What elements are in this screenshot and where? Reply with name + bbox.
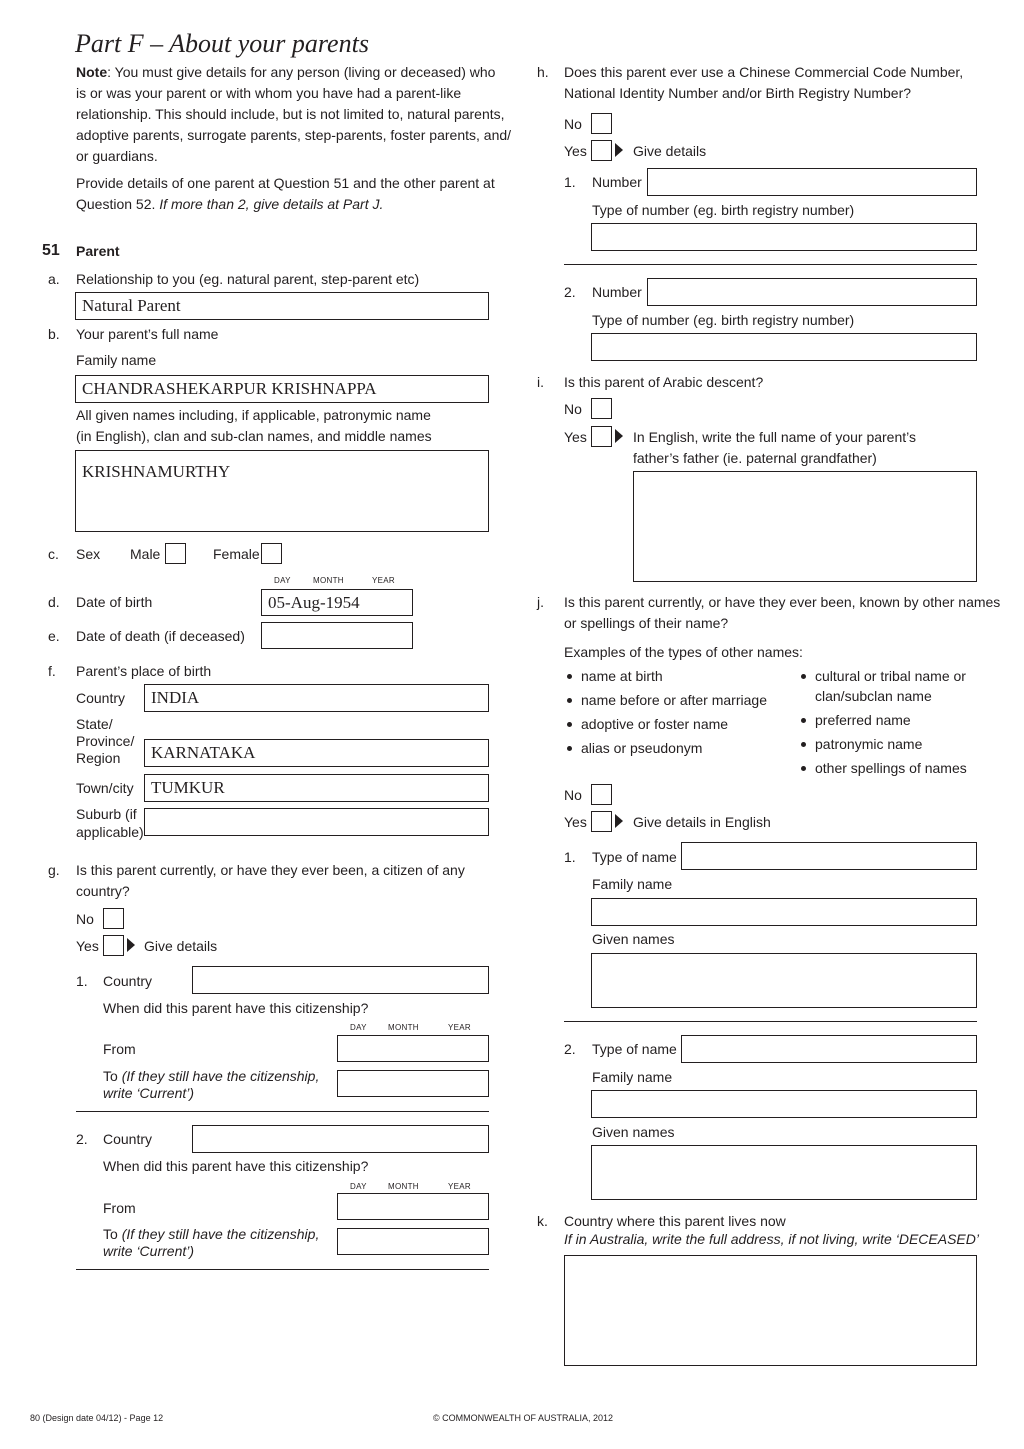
lives-now-row-tick-1 — [564, 1279, 565, 1287]
dob-label: Date of birth — [76, 594, 153, 610]
other-name-2-given-field[interactable] — [591, 1145, 977, 1200]
pob-state-label-1: State/ — [76, 716, 113, 732]
full-name-label: Your parent’s full name — [76, 326, 219, 342]
item-f-letter: f. — [48, 663, 56, 679]
citizenship-2-from-label: From — [103, 1200, 136, 1216]
pob-state-field[interactable] — [144, 739, 489, 767]
item-c-letter: c. — [48, 546, 59, 562]
note-line-2: is or was your parent or with whom you have had a parent-like — [76, 85, 462, 101]
id-number-question-1: Does this parent ever use a Chinese Commercial Code Number, — [564, 64, 964, 80]
item-a-letter: a. — [48, 271, 60, 287]
given-names-row-tick-1 — [75, 477, 76, 485]
grandfather-row-tick-4 — [976, 495, 977, 503]
id-number-give-details: Give details — [633, 143, 707, 159]
item-k-letter: k. — [537, 1213, 548, 1229]
lives-now-row-tick-4 — [976, 1279, 977, 1287]
arrow-right-icon — [615, 429, 623, 443]
female-checkbox[interactable] — [261, 543, 282, 564]
other-names-yes-label: Yes — [564, 814, 587, 830]
bullet-icon — [801, 674, 806, 679]
note-label: Note — [76, 64, 108, 80]
note-text-1: : You must give details for any person (living or deceased) who — [107, 64, 496, 80]
note-line-4: adoptive parents, surrogate parents, step-parents, foster parents, and/ — [76, 127, 512, 143]
id-number-1-type-field[interactable] — [591, 223, 977, 251]
divider — [564, 264, 977, 265]
note-line-5: or guardians. — [76, 148, 158, 164]
bullet-icon — [567, 746, 572, 751]
citizenship-no-label: No — [76, 911, 94, 927]
bullet-icon — [567, 674, 572, 679]
example-right-1: cultural or tribal name or — [815, 668, 966, 684]
citizenship-2-when-label: When did this parent have this citizenship? — [103, 1158, 369, 1174]
example-right-4: other spellings of names — [815, 760, 967, 776]
item-i-letter: i. — [537, 374, 544, 390]
arrow-right-icon — [615, 143, 623, 157]
other-names-question-2: or spellings of their name? — [564, 615, 729, 631]
item-h-letter: h. — [537, 64, 549, 80]
other-name-2-type-label: Type of name — [592, 1041, 677, 1057]
female-label: Female — [213, 546, 260, 562]
citizenship-2-to-label-2: write ‘Current’) — [103, 1243, 195, 1259]
divider — [564, 1021, 977, 1022]
grandfather-row-tick-6 — [976, 548, 977, 556]
citizenship-2-day-header: DAY — [350, 1182, 367, 1191]
example-left-4: alias or pseudonym — [581, 740, 703, 756]
item-d-letter: d. — [48, 594, 60, 610]
dob-value: 05-Aug-1954 — [268, 593, 360, 612]
bullet-icon — [801, 766, 806, 771]
provide-text: Question 52. — [76, 196, 160, 212]
arabic-no-checkbox[interactable] — [591, 398, 612, 419]
male-label: Male — [130, 546, 161, 562]
citizenship-1-to-label-2: write ‘Current’) — [103, 1085, 195, 1101]
id-number-2-type-field[interactable] — [591, 333, 977, 361]
page-title: Part F – About your parents — [75, 29, 369, 58]
other-name-2-row-tick-2 — [976, 1168, 977, 1176]
question-heading: Parent — [76, 243, 120, 259]
lives-now-row-tick-5 — [976, 1305, 977, 1313]
dob-year-header: YEAR — [372, 576, 395, 585]
pob-state-value: KARNATAKA — [151, 743, 256, 762]
citizenship-give-details: Give details — [144, 938, 218, 954]
lives-now-row-tick-2 — [564, 1305, 565, 1313]
given-names-value: KRISHNAMURTHY — [82, 462, 231, 481]
arabic-no-label: No — [564, 401, 582, 417]
arabic-yes-checkbox[interactable] — [591, 426, 612, 447]
provide-italic: If more than 2, give details at Part J. — [159, 196, 384, 212]
citizenship-2-number: 2. — [76, 1131, 88, 1147]
other-names-no-label: No — [564, 787, 582, 803]
id-number-1-label: Number — [592, 174, 642, 190]
given-names-row-tick-4 — [488, 503, 489, 511]
citizenship-1-to-field[interactable] — [337, 1070, 489, 1097]
id-number-1-field[interactable] — [647, 168, 977, 196]
bullet-icon — [567, 722, 572, 727]
citizenship-1-year-header: YEAR — [448, 1023, 471, 1032]
citizenship-1-country-label: Country — [103, 973, 153, 989]
other-name-1-family-field[interactable] — [591, 898, 977, 926]
other-name-2-row-tick-1 — [591, 1168, 592, 1176]
arabic-instruction-1: In English, write the full name of your parent’s — [633, 429, 917, 445]
family-name-label: Family name — [76, 352, 157, 368]
other-names-no-checkbox[interactable] — [591, 784, 612, 805]
citizenship-1-country-field[interactable] — [192, 966, 489, 994]
bullet-icon — [801, 742, 806, 747]
other-name-1-index: 1. — [564, 849, 576, 865]
item-g-letter: g. — [48, 862, 60, 878]
citizenship-yes-label: Yes — [76, 938, 99, 954]
given-names-label-1: All given names including, if applicable, patronymic name — [76, 407, 431, 423]
lives-now-label: Country where this parent lives now — [564, 1213, 786, 1229]
citizenship-1-number: 1. — [76, 973, 88, 989]
citizenship-1-when-label: When did this parent have this citizenship? — [103, 1000, 369, 1016]
lives-now-instruction: If in Australia, write the full address, if not living, write ‘DECEASED’ — [564, 1231, 979, 1247]
lives-now-row-tick-6 — [976, 1332, 977, 1340]
lives-now-field[interactable] — [564, 1255, 977, 1366]
given-names-label-2: (in English), clan and sub-clan names, and middle names — [76, 428, 432, 444]
lives-now-row-tick-3 — [564, 1332, 565, 1340]
other-name-1-type-field[interactable] — [681, 842, 977, 870]
example-right-2: preferred name — [815, 712, 911, 728]
relationship-label: Relationship to you (eg. natural parent, step-parent etc) — [76, 271, 420, 287]
arabic-descent-question: Is this parent of Arabic descent? — [564, 374, 764, 390]
arrow-right-icon — [615, 814, 623, 828]
dob-field[interactable] — [261, 589, 413, 616]
citizenship-1-to-italic: (If they still have the citizenship, — [121, 1068, 320, 1084]
given-names-row-tick-2 — [75, 503, 76, 511]
pob-town-field[interactable] — [144, 774, 489, 802]
other-name-2-type-field[interactable] — [681, 1035, 977, 1063]
citizenship-1-month-header: MONTH — [388, 1023, 419, 1032]
grandfather-row-tick-3 — [633, 548, 634, 556]
citizenship-2-from-field[interactable] — [337, 1193, 489, 1220]
id-number-1-type-label: Type of number (eg. birth registry number) — [592, 202, 855, 218]
example-left-1: name at birth — [581, 668, 663, 684]
citizenship-2-country-label: Country — [103, 1131, 153, 1147]
pob-suburb-label-1: Suburb (if — [76, 806, 137, 822]
other-name-1-given-field[interactable] — [591, 953, 977, 1008]
bullet-icon — [801, 718, 806, 723]
dob-month-header: MONTH — [313, 576, 344, 585]
id-number-no-label: No — [564, 116, 582, 132]
id-number-yes-label: Yes — [564, 143, 587, 159]
citizenship-2-month-header: MONTH — [388, 1182, 419, 1191]
pob-country-label: Country — [76, 690, 126, 706]
id-number-yes-checkbox[interactable] — [591, 140, 612, 161]
note-line-1 — [76, 62, 495, 83]
sex-label: Sex — [76, 546, 101, 562]
other-name-1-family-label: Family name — [592, 876, 673, 892]
id-number-no-checkbox[interactable] — [591, 113, 612, 134]
citizenship-1-from-label: From — [103, 1041, 136, 1057]
dob-day-header: DAY — [274, 576, 291, 585]
citizenship-1-day-header: DAY — [350, 1023, 367, 1032]
item-b-letter: b. — [48, 326, 60, 342]
citizenship-yes-checkbox[interactable] — [103, 935, 124, 956]
citizenship-2-to-italic: (If they still have the citizenship, — [121, 1226, 320, 1242]
other-names-give-details: Give details in English — [633, 814, 771, 830]
id-number-1-index: 1. — [564, 174, 576, 190]
id-number-2-field[interactable] — [647, 278, 977, 306]
family-name-field[interactable] — [75, 375, 489, 403]
citizenship-2-year-header: YEAR — [448, 1182, 471, 1191]
grandfather-name-field[interactable] — [633, 471, 977, 582]
other-name-2-index: 2. — [564, 1041, 576, 1057]
dod-label: Date of death (if deceased) — [76, 628, 245, 644]
place-of-birth-label: Parent’s place of birth — [76, 663, 212, 679]
example-left-2: name before or after marriage — [581, 692, 767, 708]
other-names-yes-checkbox[interactable] — [591, 811, 612, 832]
other-names-question-1: Is this parent currently, or have they ever been, known by other names — [564, 594, 1001, 610]
other-name-1-type-label: Type of name — [592, 849, 677, 865]
provide-line-2 — [76, 194, 383, 215]
citizenship-2-to-field[interactable] — [337, 1228, 489, 1255]
other-name-2-family-field[interactable] — [591, 1090, 977, 1118]
citizenship-question-1: Is this parent currently, or have they ever been, a citizen of any — [76, 862, 465, 878]
arabic-yes-label: Yes — [564, 429, 587, 445]
other-name-1-given-label: Given names — [592, 931, 675, 947]
dod-field[interactable] — [261, 622, 413, 649]
id-number-2-type-label: Type of number (eg. birth registry number) — [592, 312, 855, 328]
footer-copyright: © COMMONWEALTH OF AUSTRALIA, 2012 — [433, 1413, 613, 1423]
pob-town-label: Town/city — [76, 780, 134, 796]
relationship-field[interactable] — [75, 292, 489, 320]
citizenship-2-to-label — [103, 1226, 319, 1243]
family-name-value: CHANDRASHEKARPUR KRISHNAPPA — [82, 379, 377, 398]
divider — [76, 1111, 489, 1112]
pob-suburb-label-2: applicable) — [76, 824, 144, 840]
other-name-2-given-label: Given names — [592, 1124, 675, 1140]
citizenship-no-checkbox[interactable] — [103, 908, 124, 929]
bullet-icon — [567, 698, 572, 703]
given-names-field[interactable] — [75, 450, 489, 532]
citizenship-1-to-text: To — [103, 1068, 122, 1084]
other-name-1-row-tick-1 — [591, 976, 592, 984]
arrow-right-icon — [127, 938, 135, 952]
grandfather-row-tick-5 — [976, 521, 977, 529]
note-line-3: relationship. This should include, but is not limited to, natural parents, — [76, 106, 505, 122]
example-right-1b: clan/subclan name — [815, 688, 932, 704]
question-number: 51 — [42, 242, 60, 259]
relationship-value: Natural Parent — [82, 296, 181, 315]
male-checkbox[interactable] — [165, 543, 186, 564]
citizenship-2-country-field[interactable] — [192, 1125, 489, 1153]
examples-label: Examples of the types of other names: — [564, 644, 803, 660]
id-number-2-index: 2. — [564, 284, 576, 300]
pob-suburb-field[interactable] — [144, 808, 489, 836]
citizenship-1-from-field[interactable] — [337, 1035, 489, 1062]
other-name-2-family-label: Family name — [592, 1069, 673, 1085]
grandfather-row-tick-2 — [633, 521, 634, 529]
given-names-row-tick-3 — [488, 477, 489, 485]
provide-line-1: Provide details of one parent at Question 51 and the other parent at — [76, 175, 495, 191]
grandfather-row-tick-1 — [633, 495, 634, 503]
citizenship-1-to-label — [103, 1068, 319, 1085]
pob-country-value: INDIA — [151, 688, 200, 707]
example-left-3: adoptive or foster name — [581, 716, 729, 732]
citizenship-2-to-text: To — [103, 1226, 122, 1242]
pob-country-field[interactable] — [144, 684, 489, 712]
id-number-question-2: National Identity Number and/or Birth Registry Number? — [564, 85, 912, 101]
item-e-letter: e. — [48, 628, 60, 644]
other-name-1-row-tick-2 — [976, 976, 977, 984]
item-j-letter: j. — [537, 594, 544, 610]
example-right-3: patronymic name — [815, 736, 923, 752]
pob-town-value: TUMKUR — [151, 778, 225, 797]
footer-page-info: 80 (Design date 04/12) - Page 12 — [30, 1413, 164, 1423]
pob-state-label-3: Region — [76, 750, 121, 766]
arabic-instruction-2: father’s father (ie. paternal grandfather) — [633, 450, 877, 466]
citizenship-question-2: country? — [76, 883, 130, 899]
id-number-2-label: Number — [592, 284, 642, 300]
divider — [76, 1269, 489, 1270]
pob-state-label-2: Province/ — [76, 733, 135, 749]
